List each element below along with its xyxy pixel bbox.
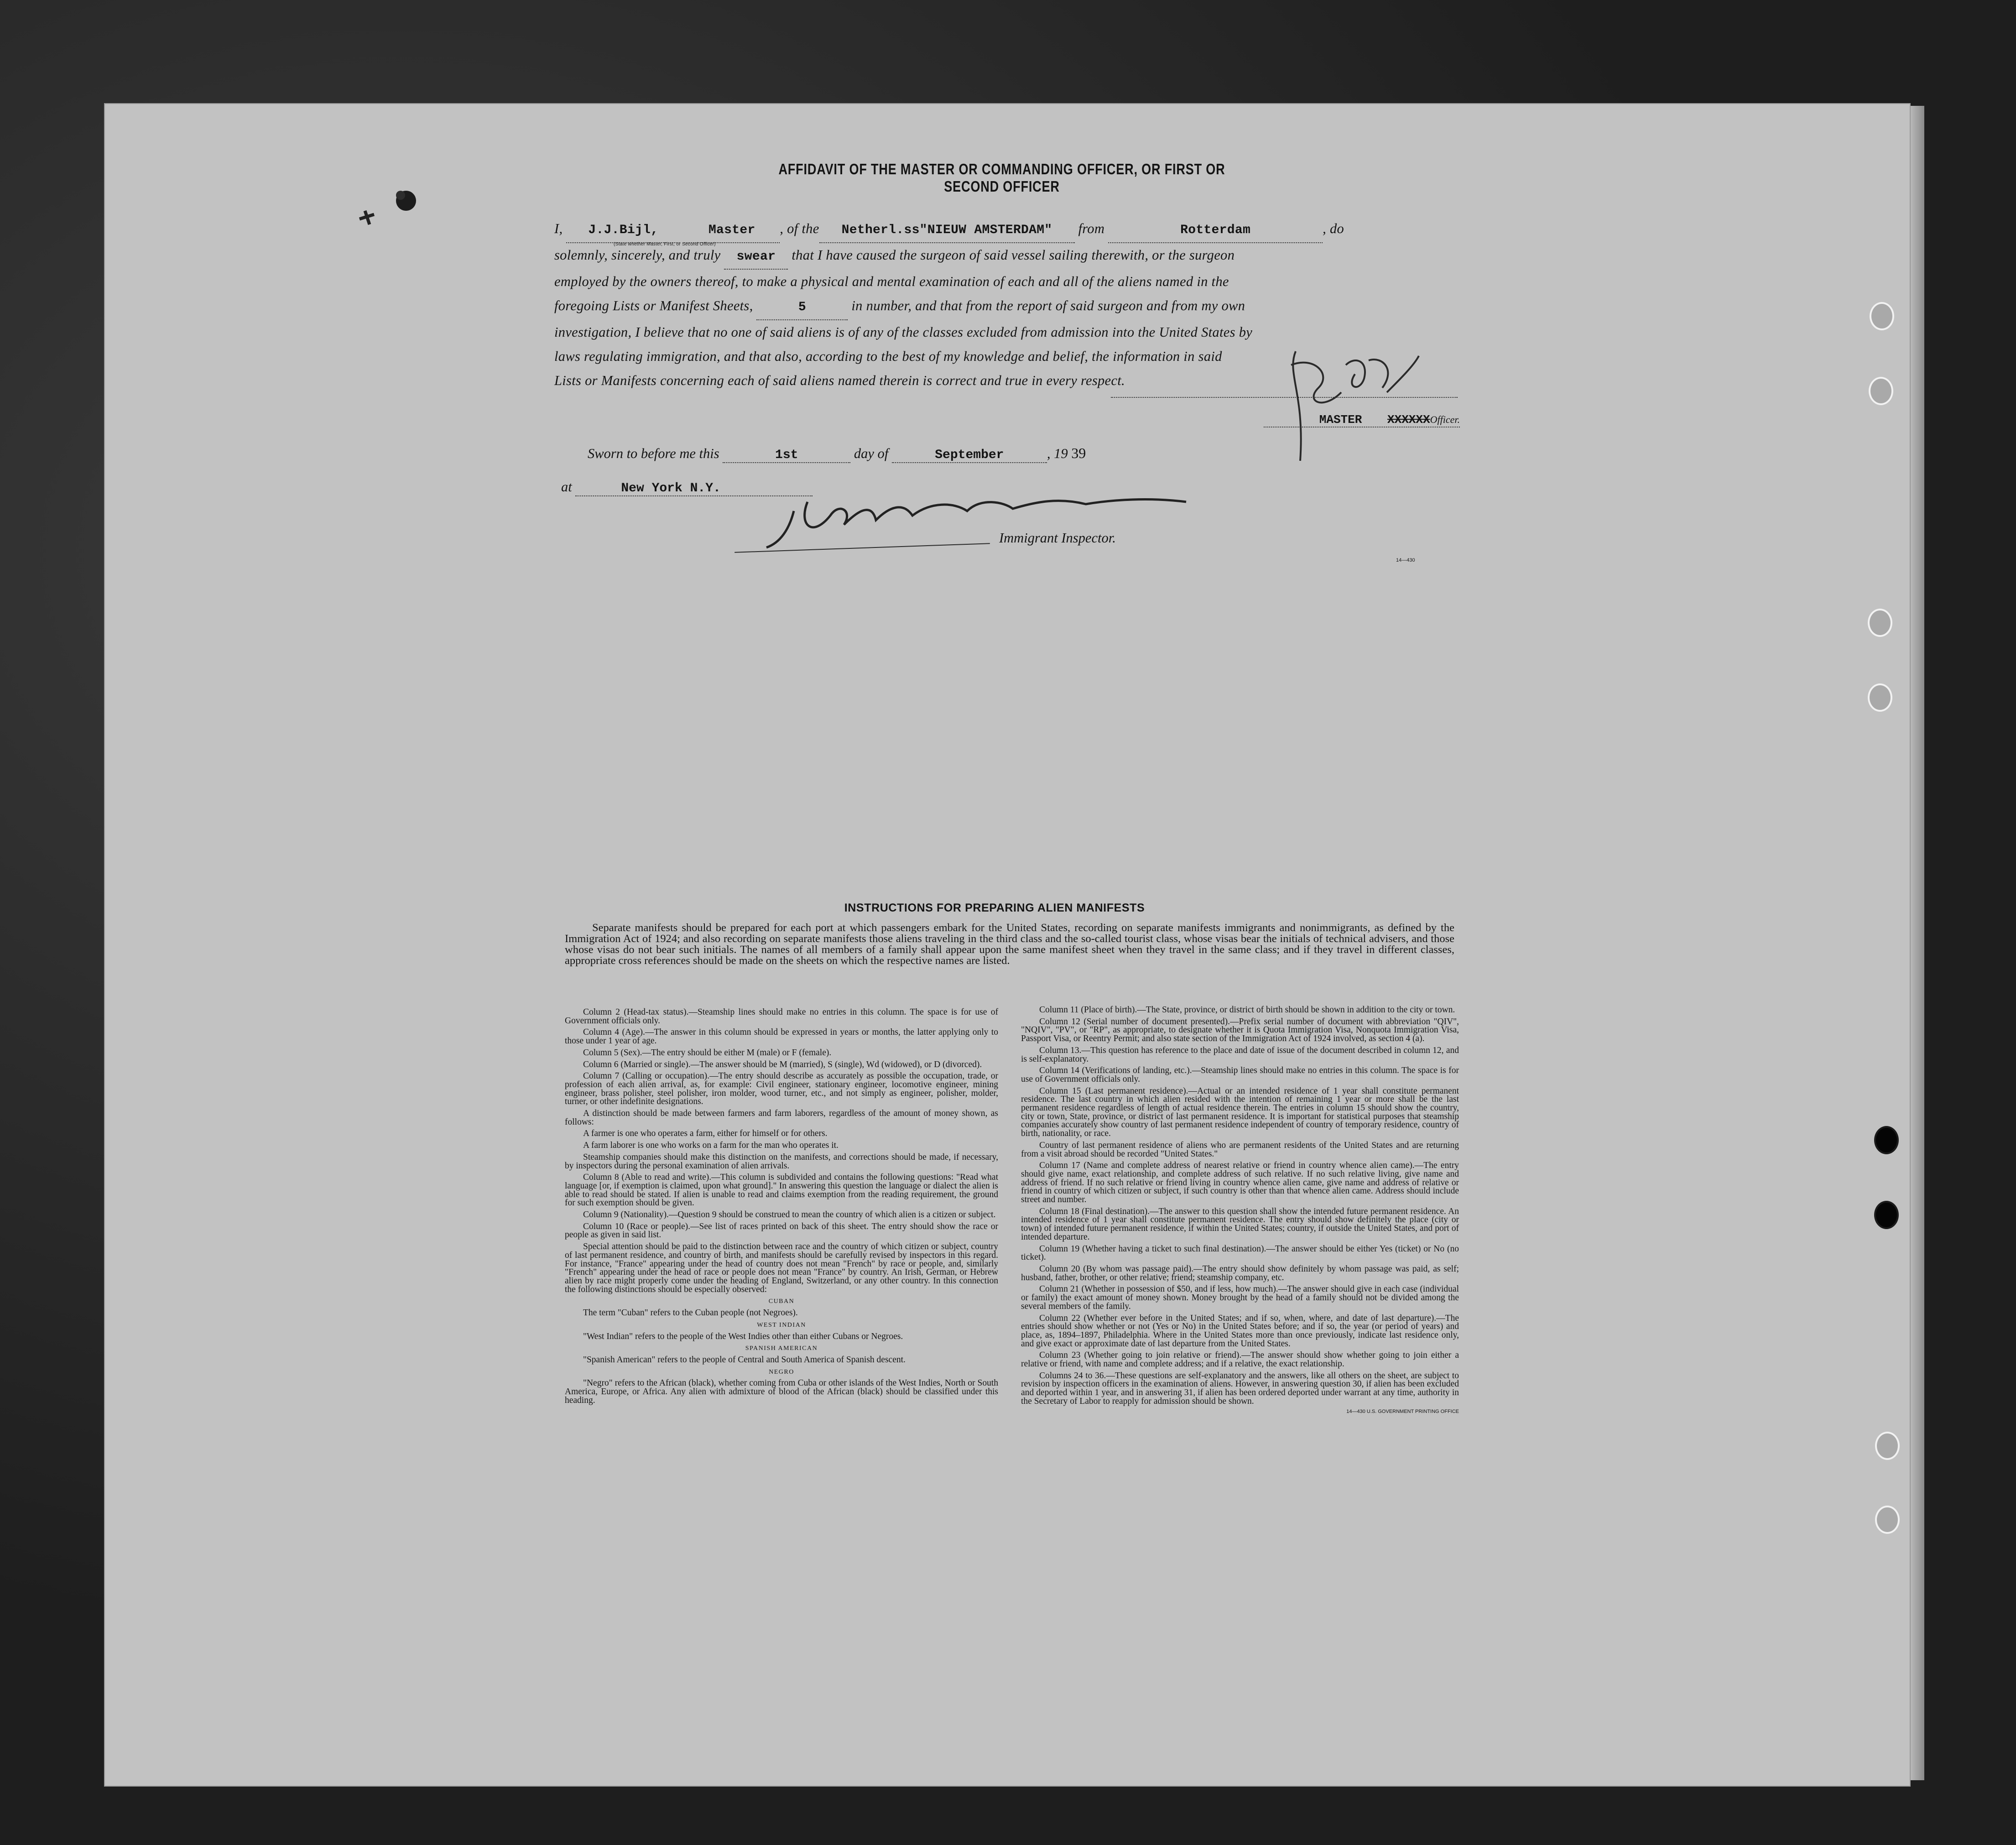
instruction-paragraph: A farmer is one who operates a farm, either for himself or for others. — [583, 1129, 828, 1139]
signature-title-text: MASTER — [1319, 413, 1362, 427]
instruction-paragraph: Column 20 (By whom was passage paid).—The entry should show definitely by whom passage was paid, as self; husband, father, brother, or other relative; friend; steamship company, etc. — [1021, 1264, 1459, 1282]
affidavit-line — [554, 217, 1469, 247]
page-edge — [1911, 106, 1924, 1780]
ship-name-field: Netherl.ss"NIEUW AMSTERDAM" — [819, 218, 1075, 243]
master-name-field: J.J.Bijl, — [566, 218, 680, 243]
signature-title — [1264, 413, 1460, 427]
binder-hole — [1875, 1432, 1900, 1460]
sworn-month-field: September — [892, 448, 1047, 463]
instruction-paragraph: Column 18 (Final destination).—The answer to this question shall show the intended future permanent residence. An intended residence of 1 year shall constitute permanent residence. The entry should show definitely the place (city or town) of intended future permanent residence, if within the United States; country, if outside the United States, and port of intended departure. — [1021, 1206, 1459, 1242]
affidavit-text: , do — [1323, 221, 1344, 236]
affidavit-text: in number, and that from the report of said surgeon and from my own — [851, 298, 1245, 313]
instruction-paragraph: Column 10 (Race or people).—See list of races printed on back of this sheet. The entry should show the race or people as given in said list. — [565, 1221, 998, 1240]
rank-field: Master — [684, 218, 780, 243]
ink-stamp-mark — [356, 182, 429, 233]
spanish-american-heading: SPANISH AMERICAN — [745, 1345, 818, 1352]
binder-hole — [1869, 377, 1893, 405]
negro-heading: NEGRO — [769, 1368, 794, 1376]
form-number: 14—430 — [1396, 558, 1415, 563]
instruction-paragraph: A distinction should be made between farmers and farm laborers, regardless of the amount of money shown, as follows: — [565, 1109, 998, 1127]
instruction-paragraph: Column 12 (Serial number of document presented).—Prefix serial number of document with abbreviation "QIV", "NQIV", "PV", or "RP", as appropriate, to designate whether it is Quota Immigration Visa, Nonquota Immigration Visa, Passport Visa, or Reentry Permit; and also state section of the Immigration Act of 1924 involved, as section 4 (a). — [1021, 1016, 1459, 1044]
affidavit-line: Lists or Manifests concerning each of said aliens named therein is correct and true in every respect. — [554, 373, 1125, 388]
affidavit-text: that I have caused the surgeon of said vessel sailing therewith, or the surgeon — [792, 247, 1235, 263]
instruction-paragraph: Country of last permanent residence of aliens who are permanent residents of the United States and are returning from a visit abroad should be recorded "United States." — [1021, 1140, 1459, 1159]
instruction-paragraph: Column 23 (Whether going to join relative or friend).—The answer should show whether going to join either a relative or friend, with name and complete address; and if a relative, the exact relationship. — [1021, 1350, 1459, 1369]
affidavit-line: employed by the owners thereof, to make a physical and mental examination of each and all of the aliens named in the — [554, 274, 1229, 289]
struck-officer-text: XXXXXX — [1387, 413, 1430, 427]
instruction-paragraph: Column 5 (Sex).—The entry should be either M (male) or F (female). — [583, 1048, 832, 1058]
cuban-heading: CUBAN — [768, 1298, 795, 1305]
instruction-paragraph: Column 17 (Name and complete address of nearest relative or friend in country whence alien came).—The entry should give name, exact relationship, and complete address of such relative. If no such relative living, give name and address of friend. If no such relative or friend living in country whence alien came, give name and address of relative or friend in country of which citizen or subject, if such country is other than that whence alien came. Address should include street and number. — [1021, 1161, 1459, 1205]
binder-hole — [1875, 1506, 1900, 1534]
instruction-paragraph: Column 19 (Whether having a ticket to such final destination).—The answer should be either Yes (ticket) or No (no ticket). — [1021, 1244, 1459, 1262]
instruction-paragraph: Special attention should be paid to the distinction between race and the country of which citizen or subject, country of last permanent residence, and country of birth, and manifests should be carefully revised by inspectors in this regard. For instance, "France" appearing under the head of country does not mean "French" by race or people, and, similarly "French" appearing under the head of race or people does not mean "France" by country. An Irish, German, or Hebrew alien by race might properly come under the heading of England, Switzerland, or any other country. In this connection the following distinctions should be especially observed: — [565, 1242, 998, 1294]
instruction-paragraph: Column 7 (Calling or occupation).—The entry should describe as accurately as possible the occupation, trade, or profession of each alien arrival, as, for example: Civil engineer, stationary engineer, locomotive engineer, mining engineer, brass polisher, steel polisher, iron molder, wood turner, etc., and not simply as engineer, polisher, molder, turner, or other indefinite designations. — [565, 1071, 998, 1107]
inspector-label: Immigrant Inspector. — [999, 530, 1116, 546]
sworn-text: day of — [854, 446, 889, 461]
sheet-count-field: 5 — [756, 295, 848, 320]
affidavit-title: AFFIDAVIT OF THE MASTER OR COMMANDING OFFICER, OR FIRST OR SECOND OFFICER — [778, 161, 1225, 195]
port-field: Rotterdam — [1108, 218, 1323, 243]
binder-hole — [1868, 609, 1892, 637]
affidavit-text: , of the — [780, 221, 819, 236]
affidavit-text: I, — [554, 221, 563, 236]
instruction-paragraph: A farm laborer is one who works on a farm for the man who operates it. — [583, 1141, 839, 1151]
affidavit-line — [554, 294, 1469, 320]
instruction-paragraph: Column 15 (Last permanent residence).—Actual or an intended residence of 1 year shall constitute permanent residence. The last country in which alien resided with the intention of remaining 1 year or more shall be the last permanent residence regardless of length of actual residence therein. The entries in column 15 should show the country, city or town, State, province, or district of last permanent residence. It is important for statistical purposes that steamship companies accurately show country of last permanent residence independent of country of temporary residence, country of birth, nationality, or race. — [1021, 1086, 1459, 1139]
rank-instruction-note: (State whether Master, First, or Second Officer) — [614, 242, 716, 247]
affidavit-line — [554, 243, 1469, 270]
instruction-paragraph: Column 6 (Married or single).—The answer should be M (married), S (single), Wd (widowed), or D (divorced). — [583, 1059, 982, 1069]
binder-hole — [1870, 302, 1894, 330]
west-indian-heading: WEST INDIAN — [757, 1321, 806, 1329]
instruction-paragraph: Column 21 (Whether in possession of $50, and if less, how much).—The answer should give in each case (individual or family) the exact amount of money shown. Money brought by the head of a family should not be divided among the several members of the family. — [1021, 1284, 1459, 1311]
instruction-paragraph: Column 9 (Nationality).—Question 9 should be construed to mean the country of which alien is a citizen or subject. — [583, 1210, 996, 1220]
oath-field: swear — [724, 245, 788, 270]
binder-hole — [1868, 683, 1892, 712]
binder-hole — [1874, 1201, 1899, 1229]
sworn-text: , 19 — [1047, 446, 1068, 461]
sworn-year-field: 39 — [1071, 445, 1086, 461]
sworn-place-field: New York N.Y. — [575, 481, 813, 496]
instruction-paragraph: Column 4 (Age).—The answer in this column should be expressed in years or months, the latter applying only to those under 1 year of age. — [565, 1027, 998, 1046]
inspector-signature — [739, 484, 1218, 557]
instruction-paragraph: Column 22 (Whether ever before in the United States; and if so, when, where, and date of last departure).—The entries should show whether or not (Yes or No) in the United States before; and if so, the year (or period of years) and place, as, 1894–1897, Philadelphia. Where in the United States more than once previously, indicate last residence only, and give exact or approximate date of last departure from the United States. — [1021, 1313, 1459, 1349]
instructions-right-column — [1021, 1006, 1459, 1416]
instruction-paragraph: Columns 24 to 36.—These questions are self-explanatory and the answers, like all others on the sheet, are subject to revision by inspection officers in the examination of aliens. However, in answering question 30, if alien has been excluded and deported within 1 year, and in answering 31, if alien has been ordered deported under warrant at any time, authority in the Secretary of Labor to reapply for admission should be shown. — [1021, 1371, 1459, 1406]
instruction-paragraph: Column 14 (Verifications of landing, etc.).—Steamship lines should make no entries in this column. The space is for use of Government officials only. — [1021, 1066, 1459, 1084]
affidavit-text: solemnly, sincerely, and truly — [554, 247, 721, 263]
binder-hole — [1874, 1126, 1899, 1154]
affidavit-text: foregoing Lists or Manifest Sheets, — [554, 298, 753, 313]
negro-definition: "Negro" refers to the African (black), whether coming from Cuba or other islands of the West Indies, North or South America, Europe, or Africa. Any alien with admixture of blood of the African (black) should be classified under this heading. — [565, 1378, 998, 1405]
sworn-day-field: 1st — [723, 448, 850, 463]
instruction-paragraph: Column 8 (Able to read and write).—This column is subdivided and contains the following questions: "Read what language [or, if exemption is claimed, upon what ground]." In answering this question the language or dialect the alien is able to read should be stated. If alien is unable to read and claims exemption from the reading requirement, the ground for such exemption should be given. — [565, 1173, 998, 1208]
instructions-left-column — [565, 1008, 998, 1408]
printer-note: 14—430 U.S. GOVERNMENT PRINTING OFFICE — [1346, 1408, 1459, 1414]
affidavit-line: investigation, I believe that no one of said aliens is of any of the classes excluded from admission into the United States by — [554, 324, 1253, 340]
sworn-text: Sworn to before me this — [588, 446, 719, 461]
west-indian-definition: "West Indian" refers to the people of the West Indies other than either Cubans or Negroes. — [583, 1331, 903, 1341]
master-signature — [1277, 338, 1428, 465]
instruction-paragraph: Column 2 (Head-tax status).—Steamship lines should make no entries in this column. The space is for use of Government officials only. — [565, 1007, 998, 1026]
affidavit-line: laws regulating immigration, and that also, according to the best of my knowledge and belief, the information in said — [554, 349, 1222, 364]
sworn-line — [588, 445, 1086, 463]
instruction-paragraph: Steamship companies should make this distinction on the manifests, and corrections should be made, if necessary, by inspectors during the personal examination of alien arrivals. — [565, 1152, 998, 1171]
spanish-american-definition: "Spanish American" refers to the people of Central and South America of Spanish descent. — [583, 1355, 906, 1365]
instructions-title: INSTRUCTIONS FOR PREPARING ALIEN MANIFESTS — [844, 902, 1145, 914]
signature-line — [1111, 397, 1458, 398]
officer-label: Officer. — [1430, 414, 1460, 425]
at-label: at — [561, 479, 572, 495]
instruction-paragraph: Column 13.—This question has reference to the place and date of issue of the document described in column 12, and is self-explanatory. — [1021, 1045, 1459, 1064]
cuban-definition: The term "Cuban" refers to the Cuban people (not Negroes). — [583, 1308, 798, 1318]
affidavit-text: from — [1078, 221, 1105, 236]
instructions-intro: Separate manifests should be prepared for each port at which passengers embark for the United States, recording on separate manifests immigrants and nonimmigrants, as defined by the Immigration Act of 1924; and also recording on separate manifests those aliens traveling in the third class and the so-called tourist class, whose visas bear the initials of technical advisers, and those whose visas do not bear such initials. The names of all members of a family shall appear upon the same manifest sheet when they travel in the same class; and if they travel in different classes, appropriate cross references should be made on the sheets on which the respective names are listed. — [565, 922, 1454, 967]
instruction-paragraph: Column 11 (Place of birth).—The State, province, or district of birth should be shown in addition to the city or town. — [1039, 1005, 1455, 1015]
